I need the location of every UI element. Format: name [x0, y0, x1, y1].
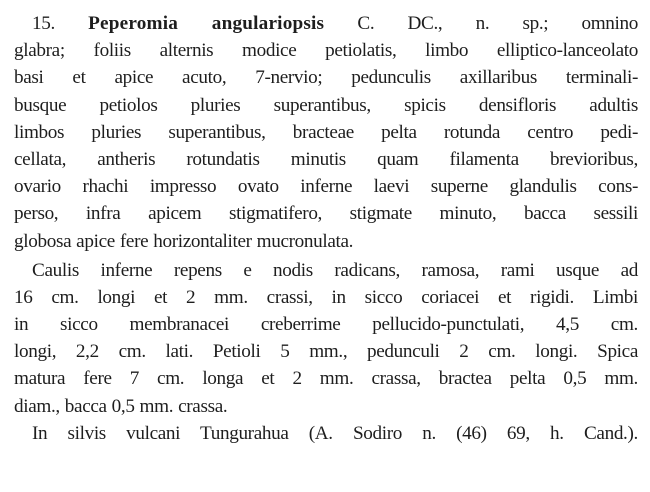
text-line: Caulis inferne repens e nodis radicans, ramosa, rami usque ad	[32, 259, 638, 281]
text-line: glabra; foliis alternis modice petiolatis, limbo elliptico-lanceolato	[14, 40, 638, 62]
morphology-paragraph	[14, 257, 638, 420]
species-name: Peperomia angulariopsis	[88, 13, 325, 34]
text-line	[14, 10, 638, 37]
text-line: basi et apice acuto, 7-nervio; pedunculis axillaribus terminali-	[14, 67, 638, 89]
text-line: 16 cm. longi et 2 mm. crassi, in sicco coriacei et rigidi. Limbi	[14, 286, 638, 308]
text-line: ovario rhachi impresso ovato inferne laevi superne glandulis cons-	[14, 176, 638, 198]
species-description	[14, 10, 638, 255]
text-line: diam., bacca 0,5 mm. crassa.	[14, 395, 228, 417]
text-line: in sicco membranacei creberrime pellucido-punctulati, 4,5 cm.	[14, 314, 638, 336]
species-number: 15.	[32, 13, 55, 34]
line-text: C. DC., n. sp.; omnino	[324, 13, 638, 34]
text-line: globosa apice fere horizontaliter mucronulata.	[14, 230, 354, 252]
text-line: perso, infra apicem stigmatifero, stigmate minuto, bacca sessili	[14, 203, 638, 225]
text-line: matura fere 7 cm. longa et 2 mm. crassa, bractea pelta 0,5 mm.	[14, 368, 638, 390]
text-line: limbos pluries superantibus, bracteae pelta rotunda centro pedi-	[14, 121, 638, 143]
text-line: In silvis vulcani Tungurahua (A. Sodiro n. (46) 69, h. Cand.).	[32, 422, 638, 444]
locality-paragraph	[14, 420, 638, 447]
text-line: longi, 2,2 cm. lati. Petioli 5 mm., pedunculi 2 cm. longi. Spica	[14, 341, 638, 363]
text-line: cellata, antheris rotundatis minutis quam filamenta brevioribus,	[14, 148, 638, 170]
document-page	[14, 10, 638, 447]
text-line: busque petiolos pluries superantibus, spicis densifloris adultis	[14, 94, 638, 116]
